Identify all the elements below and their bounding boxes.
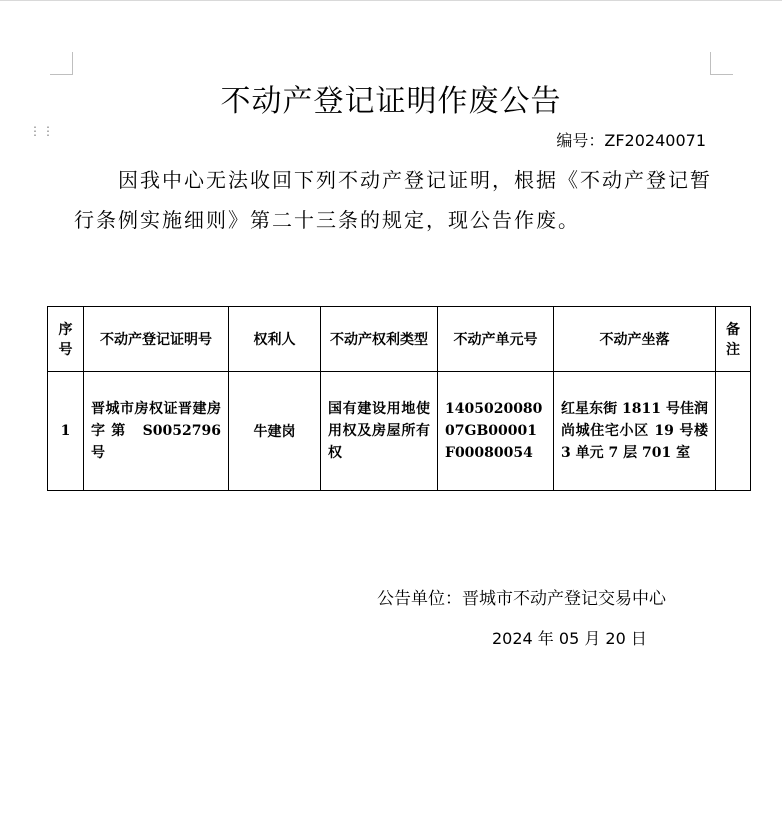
certificate-table: [47, 306, 751, 491]
issue-date: 2024 年 05 月 20 日: [492, 629, 647, 648]
margin-corner-top-left: [50, 52, 73, 75]
header-cert-no: 不动产登记证明号: [84, 307, 229, 372]
header-location: 不动产坐落: [554, 307, 716, 372]
header-seq: 序号: [48, 307, 84, 372]
header-note: 备注: [716, 307, 751, 372]
cell-cert-no: 晋城市房权证晋建房字第 S0052796 号: [84, 372, 229, 491]
body-paragraph: 因我中心无法收回下列不动产登记证明，根据《不动产登记暂行条例实施细则》第二十三条的规定，现公告作废。: [74, 168, 712, 232]
table-header-row: [48, 307, 751, 372]
cell-location: 红星东街 1811 号佳润尚城住宅小区 19 号楼 3 单元 7 层 701 室: [554, 372, 716, 491]
header-holder: 权利人: [229, 307, 321, 372]
drag-handle-icon[interactable]: ⋮⋮: [29, 124, 55, 138]
cell-holder: 牛建岗: [229, 372, 321, 491]
cell-note: [716, 372, 751, 491]
header-unit-no: 不动产单元号: [438, 307, 554, 372]
table-row: [48, 372, 751, 491]
cell-seq: 1: [48, 372, 84, 491]
cell-unit-no: 140502008007GB00001F00080054: [438, 372, 554, 491]
cell-right-type: 国有建设用地使用权及房屋所有权: [321, 372, 438, 491]
header-right-type: 不动产权利类型: [321, 307, 438, 372]
page-title: 不动产登记证明作废公告: [220, 84, 562, 119]
serial-number: 编号：ZF20240071: [556, 131, 706, 150]
margin-corner-top-right: [710, 52, 733, 75]
issuer-line: 公告单位：晋城市不动产登记交易中心: [377, 589, 666, 609]
page-top-border: [0, 0, 782, 1]
